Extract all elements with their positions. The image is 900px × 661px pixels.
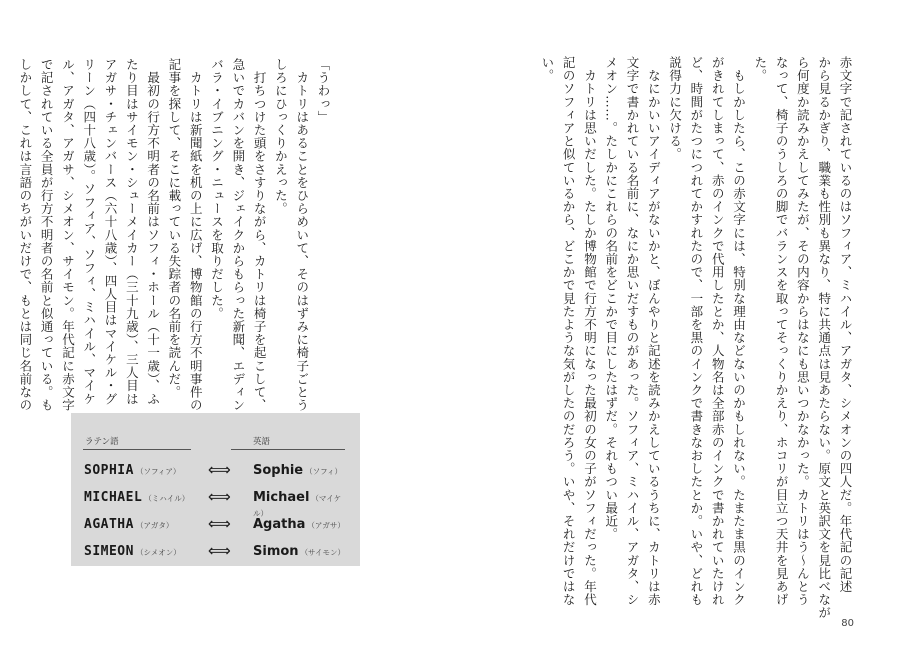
paragraph-line: 記のソフィアと似ているから、どこかで見たような気がしたのだろう。いや、それだけではな (561, 56, 577, 607)
latin-name: MICHAEL （ミハイル） (84, 490, 190, 505)
paragraph-line: カトリは新聞紙を机の上に広げ、博物館の行方不明事件の (188, 58, 204, 412)
right-page-text (529, 56, 853, 620)
page-number: 80 (841, 618, 854, 629)
paragraph-line: なにかいいアイディアがないかと、ぼんやりと記述を読みかえしているうちに、カトリは赤 (646, 56, 662, 607)
double-arrow-icon: ⟺ (208, 487, 231, 506)
paragraph-line: 打ちつけた頭をさすりながら、カトリは椅子を起こして、 (252, 58, 268, 412)
paragraph-line: ら何度か読みかえしてみたが、その内容からはなにも思いつかなかった。カトリはう〜んとう (795, 56, 811, 607)
left-page-text (17, 58, 331, 412)
name-table-body (81, 423, 350, 558)
english-name: Simon （サイモン） (253, 544, 346, 559)
paragraph-line: 記事を探して、そこに載っている失踪者の名前を読んだ。 (166, 58, 182, 399)
english-kana: （ソフィ） (305, 467, 343, 476)
paragraph-line: たり目はサイモン・シューメイカー（三十九歳）、三人目は (124, 58, 140, 406)
paragraph-line: た。 (752, 56, 768, 83)
header-divider (83, 449, 191, 450)
latin-name: SOPHIA （ソフィア） (84, 463, 181, 478)
paragraph-line: メオン……。たしかにこれらの名前をどこかで目にしたはずだ。それもつい最近。 (603, 56, 619, 541)
paragraph-line: 急いでカバンを開き、ジェイクからもらった新聞、エディン (230, 58, 246, 412)
paragraph-line: カトリは思いだした。たしか博物館で行方不明になった最初の女の子がソフィだった。年代 (582, 56, 598, 607)
paragraph-line: ル、アガタ、アガサ、シメオン、サイモン。年代記に赤文字 (60, 58, 76, 412)
paragraph-line: しかして、これは言語のちがいだけで、もとは同じ名前なの (17, 58, 33, 412)
paragraph-line: ど、時間がたつにつれてかすれたので、一部を黒のインクで書きなおしたとか。いや、どれも (688, 56, 704, 607)
english-kana: （アガサ） (307, 521, 345, 530)
latin-column-header: ラテン語 (85, 437, 119, 447)
paragraph-line: 説得力に欠ける。 (667, 56, 683, 161)
paragraph-line: 赤文字で記されているのはソフィア、ミハイル、アガタ、シメオンの四人だ。年代記の記述 (838, 56, 853, 594)
table-row (81, 541, 350, 566)
english-kana: （マイケル） (253, 494, 342, 518)
latin-kana: （シメオン） (135, 548, 181, 557)
paragraph-line: 最初の行方不明者の名前はソフィ・ホール（十一歳）、ふ (145, 58, 161, 406)
english-name: Agatha （アガサ） (253, 517, 345, 532)
paragraph-line: バラ・イブニング・ニュースを取りだした。 (209, 58, 225, 320)
double-arrow-icon: ⟺ (208, 460, 231, 479)
table-row (81, 460, 350, 485)
table-row (81, 514, 350, 539)
latin-name: AGATHA （アガタ） (84, 517, 174, 532)
name-comparison-table (71, 413, 360, 566)
paragraph-line: で記されている全員が行方不明者の名前と似通っている。も (39, 58, 55, 412)
paragraph-line: しろにひっくりかえった。 (273, 58, 289, 216)
paragraph-line: もしかしたら、この赤文字には、特別な理由などないのかもしれない。たまたま黒のインク (731, 56, 747, 607)
paragraph-line: 「うわっ」 (316, 58, 331, 124)
double-arrow-icon: ⟺ (208, 541, 231, 560)
latin-name: SIMEON （シメオン） (84, 544, 181, 559)
english-name: Michael （マイケル） (253, 490, 342, 518)
paragraph-line: から見るかぎり、職業も性別も異なり、特に共通点は見あたらない。原文と英訳文を見比べなが (816, 56, 832, 620)
paragraph-line: リーン（四十八歳）。ソフィア、ソフィ、ミハイル、マイケ (81, 58, 97, 406)
english-name: Sophie （ソフィ） (253, 463, 343, 478)
header-divider (231, 449, 345, 450)
latin-kana: （アガタ） (135, 521, 174, 530)
paragraph-line: 文字で書かれている名前に、なにか思いだすものがあった。ソフィア、ミハイル、アガタ、シ (625, 56, 641, 607)
double-arrow-icon: ⟺ (208, 514, 231, 533)
paragraph-line: なって、椅子のうしろの脚でバランスを取ってそっくりかえり、ホコリが目立つ天井を見あげ (774, 56, 790, 607)
english-kana: （サイモン） (300, 548, 346, 557)
paragraph-line: がきれてしまって、赤のインクで代用したとか、人物名は全部赤のインクで書かれていたけれ (710, 56, 726, 607)
table-row (81, 487, 350, 518)
paragraph-line: い。 (539, 56, 555, 83)
latin-kana: （ミハイル） (144, 494, 190, 503)
english-column-header: 英語 (253, 437, 271, 447)
latin-kana: （ソフィア） (135, 467, 181, 476)
paragraph-line: カトリはあることをひらめいて、そのはずみに椅子ごとう (294, 58, 310, 412)
paragraph-line: アガサ・チェンバース（六十八歳）、四人目はマイケル・グ (103, 58, 119, 406)
